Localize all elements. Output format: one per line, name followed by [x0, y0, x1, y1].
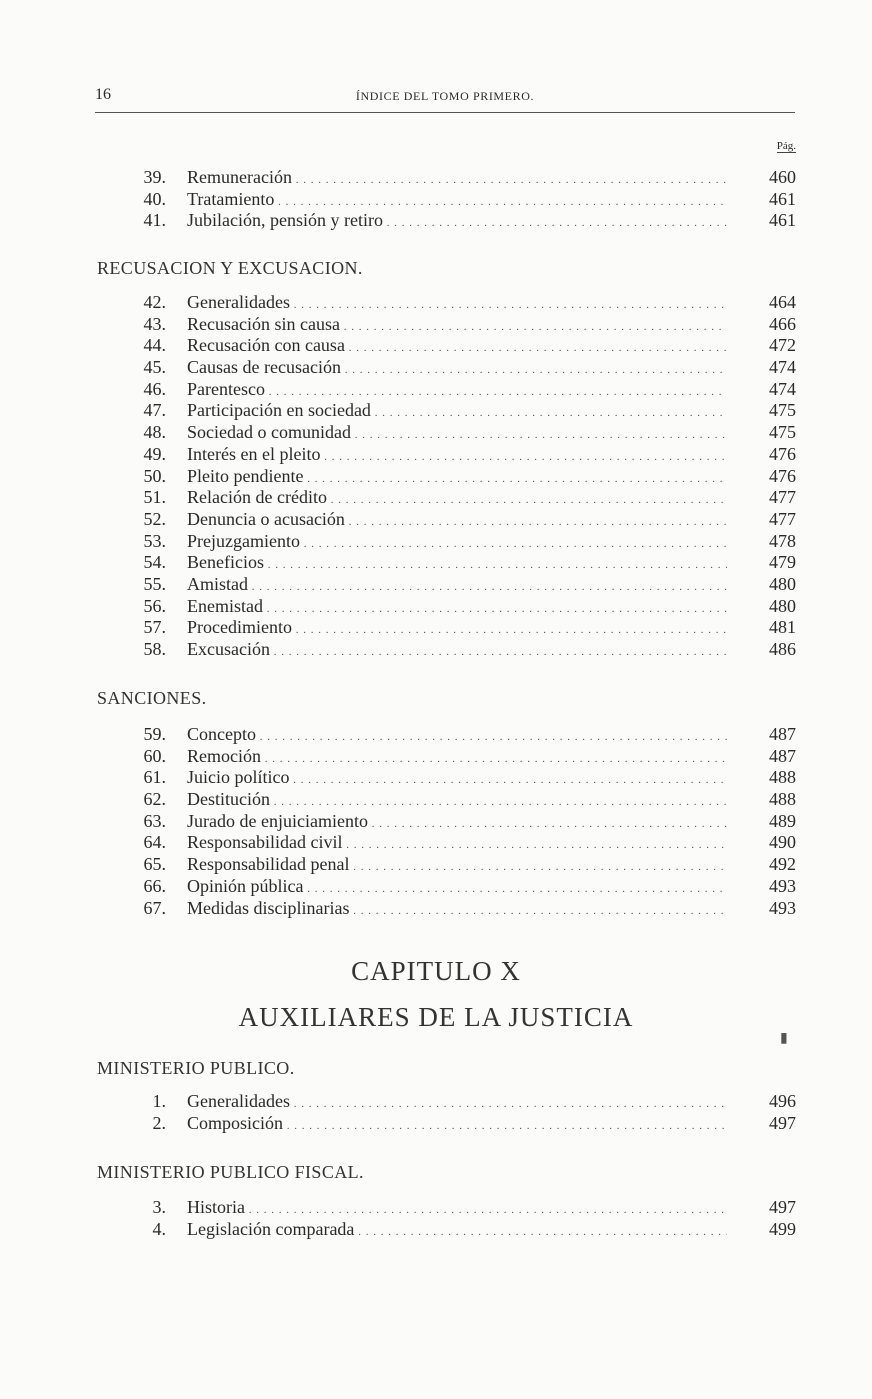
entry-page: 493 — [769, 897, 796, 918]
entry-title: Procedimiento . . . — [187, 617, 727, 642]
toc-entry — [0, 617, 872, 639]
entry-number: 57. — [143, 617, 166, 638]
page-column-label: Pág. — [776, 140, 796, 152]
entry-number: 4. — [152, 1218, 166, 1239]
toc-entry — [0, 444, 872, 466]
entry-title: Causas de recusación . . . — [187, 357, 727, 382]
toc-entry — [0, 487, 872, 509]
entry-title: Composición . . . — [187, 1113, 727, 1138]
entry-title: Medidas disciplinarias . . . — [187, 898, 727, 923]
entry-page: 492 — [769, 854, 796, 875]
entry-number: 63. — [143, 810, 166, 831]
toc-entry — [0, 1219, 872, 1241]
entry-page: 476 — [769, 465, 796, 486]
entry-title: Concepto . . . — [187, 724, 727, 749]
entry-number: 43. — [143, 313, 166, 334]
entry-page: 461 — [769, 188, 796, 209]
toc-entry — [0, 189, 872, 211]
entry-page: 464 — [769, 292, 796, 312]
toc-entry — [0, 292, 872, 314]
toc-entry — [0, 167, 872, 189]
entry-title: Participación en sociedad . . . — [187, 400, 727, 425]
entry-title: Remuneración . . . — [187, 167, 727, 192]
entry-number: 45. — [143, 357, 166, 378]
entry-number: 42. — [143, 292, 166, 312]
entry-title: Opinión pública . . . — [187, 876, 727, 901]
toc-entry — [0, 466, 872, 488]
toc-entry — [0, 832, 872, 854]
entry-title: Remoción . . . — [187, 746, 727, 771]
toc-entry — [0, 854, 872, 876]
toc-entry — [0, 811, 872, 833]
entry-title: Recusación sin causa . . . — [187, 314, 727, 339]
entry-number: 50. — [143, 465, 166, 486]
entry-page: 497 — [769, 1112, 796, 1133]
entry-number: 52. — [143, 508, 166, 529]
entry-page: 496 — [769, 1091, 796, 1111]
entry-number: 39. — [143, 167, 166, 187]
entry-title: Relación de crédito . . . — [187, 487, 727, 512]
ink-mark: ▮ — [780, 1030, 788, 1046]
entry-title: Prejuzgamiento . . . — [187, 531, 727, 556]
toc-group-continuation — [0, 167, 872, 232]
entry-number: 55. — [143, 573, 166, 594]
running-header — [95, 86, 795, 108]
section-heading-ministerio-publico-fiscal: MINISTERIO PUBLICO FISCAL. — [97, 1162, 364, 1182]
entry-number: 1. — [152, 1091, 166, 1111]
section-heading-recusacion: RECUSACION Y EXCUSACION. — [97, 258, 363, 278]
entry-number: 66. — [143, 875, 166, 896]
toc-entry — [0, 509, 872, 531]
toc-entry — [0, 1197, 872, 1219]
entry-page: 476 — [769, 443, 796, 464]
toc-entry — [0, 335, 872, 357]
entry-number: 41. — [143, 210, 166, 231]
entry-page: 480 — [769, 595, 796, 616]
entry-page: 480 — [769, 573, 796, 594]
entry-page: 477 — [769, 487, 796, 508]
entry-title: Recusación con causa . . . — [187, 335, 727, 360]
entry-page: 466 — [769, 313, 796, 334]
entry-title: Beneficios . . . — [187, 552, 727, 577]
entry-number: 48. — [143, 422, 166, 443]
entry-title: Responsabilidad penal . . . — [187, 854, 727, 879]
entry-title: Historia . . . — [187, 1197, 727, 1222]
entry-title: Juicio político . . . — [187, 767, 727, 792]
toc-entry — [0, 789, 872, 811]
entry-page: 461 — [769, 210, 796, 231]
toc-entry — [0, 767, 872, 789]
entry-page: 490 — [769, 832, 796, 853]
entry-number: 60. — [143, 745, 166, 766]
entry-title: Pleito pendiente . . . — [187, 466, 727, 491]
entry-page: 481 — [769, 617, 796, 638]
running-title: ÍNDICE DEL TOMO PRIMERO. — [355, 89, 535, 103]
entry-number: 53. — [143, 530, 166, 551]
entry-page: 478 — [769, 530, 796, 551]
entry-title: Enemistad . . . — [187, 596, 727, 621]
entry-number: 56. — [143, 595, 166, 616]
toc-entry — [0, 1091, 872, 1113]
toc-entry — [0, 1113, 872, 1135]
entry-number: 51. — [143, 487, 166, 508]
entry-title: Denuncia o acusación . . . — [187, 509, 727, 534]
entry-page: 474 — [769, 378, 796, 399]
entry-number: 47. — [143, 400, 166, 421]
entry-title: Jurado de enjuiciamiento . . . — [187, 811, 727, 836]
toc-entry — [0, 552, 872, 574]
toc-entry — [0, 210, 872, 232]
toc-entry — [0, 724, 872, 746]
toc-entry — [0, 422, 872, 444]
entry-page: 493 — [769, 875, 796, 896]
entry-number: 59. — [143, 724, 166, 744]
entry-number: 62. — [143, 789, 166, 810]
toc-group-recusacion — [0, 292, 872, 661]
toc-entry — [0, 596, 872, 618]
toc-group-sanciones — [0, 724, 872, 919]
chapter-title: AUXILIARES DE LA JUSTICIA — [238, 1002, 634, 1032]
toc-entry — [0, 876, 872, 898]
entry-title: Jubilación, pensión y retiro . . . — [187, 210, 727, 235]
entry-page: 472 — [769, 335, 796, 356]
toc-group-ministerio-publico-fiscal — [0, 1197, 872, 1240]
entry-page: 477 — [769, 508, 796, 529]
entry-title: Destitución . . . — [187, 789, 727, 814]
section-heading-ministerio-publico: MINISTERIO PUBLICO. — [97, 1058, 295, 1078]
toc-entry — [0, 314, 872, 336]
entry-page: 488 — [769, 767, 796, 788]
entry-number: 54. — [143, 552, 166, 573]
entry-page: 488 — [769, 789, 796, 810]
entry-number: 58. — [143, 639, 166, 659]
entry-title: Sociedad o comunidad . . . — [187, 422, 727, 447]
entry-number: 65. — [143, 854, 166, 875]
entry-number: 61. — [143, 767, 166, 788]
toc-entry — [0, 898, 872, 920]
header-rule — [95, 112, 795, 113]
entry-page: 497 — [769, 1197, 796, 1217]
entry-page: 475 — [769, 400, 796, 421]
toc-entry — [0, 357, 872, 379]
entry-title: Legislación comparada . . . — [187, 1219, 727, 1244]
toc-entry — [0, 400, 872, 422]
entry-page: 479 — [769, 552, 796, 573]
entry-page: 486 — [769, 639, 796, 659]
entry-page: 487 — [769, 745, 796, 766]
page-number: 16 — [95, 86, 111, 103]
entry-number: 2. — [152, 1112, 166, 1133]
entry-title: Responsabilidad civil . . . — [187, 832, 727, 857]
entry-page: 475 — [769, 422, 796, 443]
entry-page: 460 — [769, 167, 796, 187]
toc-group-ministerio-publico — [0, 1091, 872, 1134]
toc-entry — [0, 574, 872, 596]
entry-title: Parentesco . . . — [187, 379, 727, 404]
entry-number: 40. — [143, 188, 166, 209]
entry-title: Generalidades . . . — [187, 292, 727, 317]
toc-entry — [0, 379, 872, 401]
entry-number: 46. — [143, 378, 166, 399]
entry-page: 474 — [769, 357, 796, 378]
entry-number: 44. — [143, 335, 166, 356]
entry-number: 3. — [152, 1197, 166, 1217]
entry-title: Excusación . . . — [187, 639, 727, 664]
entry-page: 487 — [769, 724, 796, 744]
entry-title: Tratamiento . . . — [187, 189, 727, 214]
entry-title: Amistad . . . — [187, 574, 727, 599]
entry-number: 64. — [143, 832, 166, 853]
entry-title: Generalidades . . . — [187, 1091, 727, 1116]
chapter-number: CAPITULO X — [351, 956, 521, 986]
toc-entry — [0, 746, 872, 768]
entry-page: 489 — [769, 810, 796, 831]
section-heading-sanciones: SANCIONES. — [97, 688, 207, 708]
entry-page: 499 — [769, 1218, 796, 1239]
entry-number: 49. — [143, 443, 166, 464]
entry-number: 67. — [143, 897, 166, 918]
toc-entry — [0, 531, 872, 553]
toc-entry — [0, 639, 872, 661]
entry-title: Interés en el pleito . . . — [187, 444, 727, 469]
